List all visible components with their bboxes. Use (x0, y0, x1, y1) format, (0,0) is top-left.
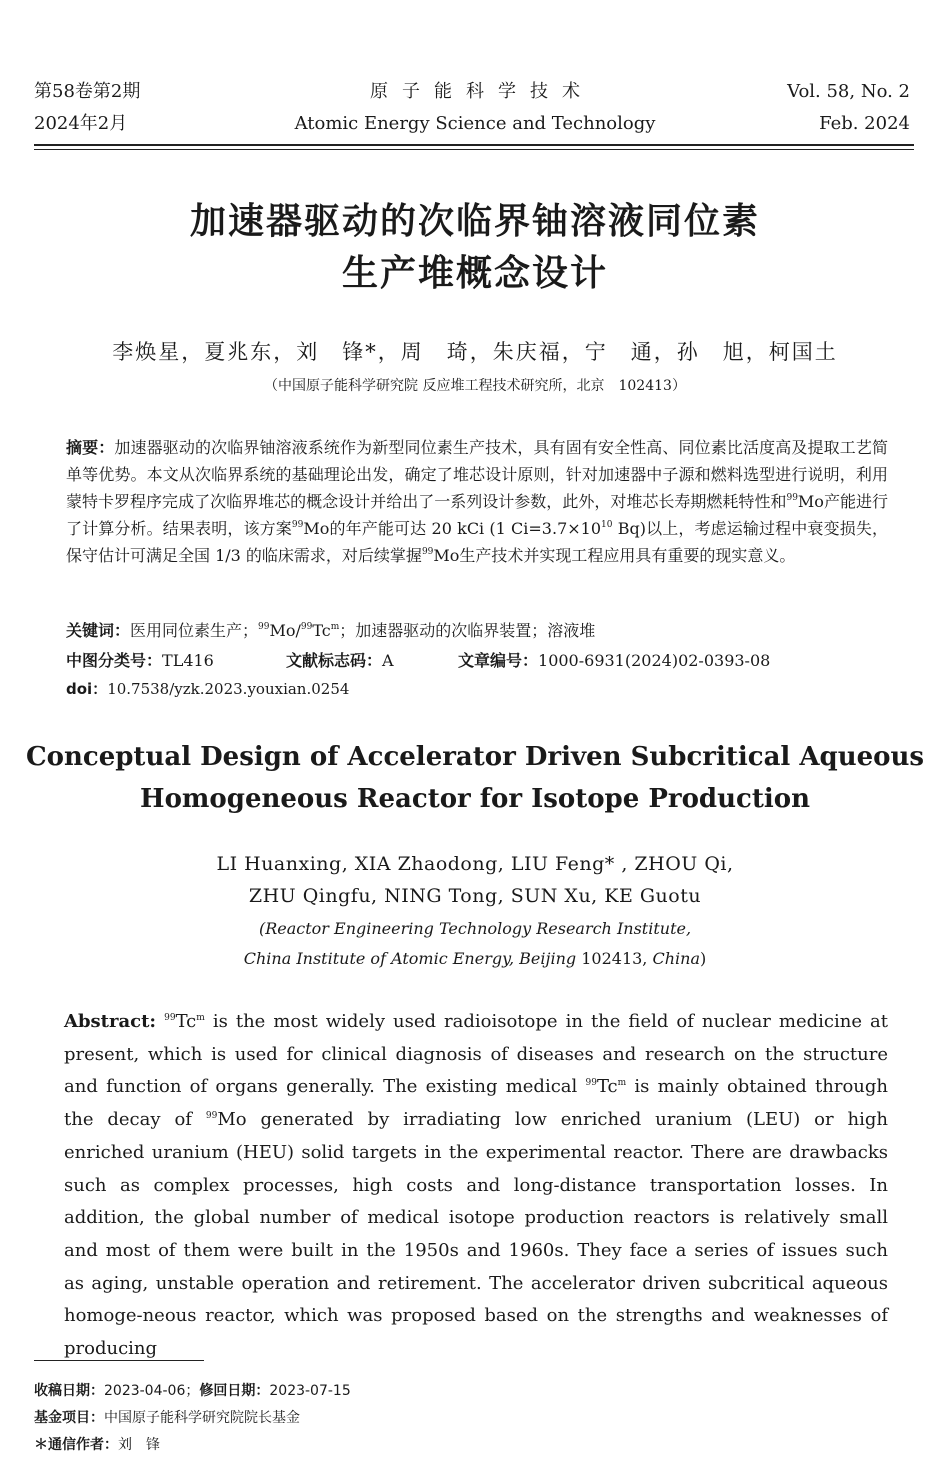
abstract-cn-text-3: Mo的年产能可达 20 kCi (1 Ci=3.7×10 (303, 519, 602, 538)
received-date: 2023-04-06； (104, 1383, 200, 1399)
paper-title-en (0, 736, 950, 820)
abstract-en-text-4: is mainly obtained through the decay of (64, 1076, 888, 1131)
abstract-en-text-2: is the most widely used radioisotope in the field of nuclear medicine at present, which is used for clinical diagnosis of diseases and research on the structure and function of organs generally. The existing medical (64, 1011, 888, 1098)
header-rule-thick (34, 144, 914, 146)
affiliation-en-postcode: 102413, (576, 949, 653, 968)
clc-value: TL416 (162, 651, 214, 670)
superscript: m (330, 622, 340, 632)
fund-value: 中国原子能科学研究院院长基金 (104, 1410, 300, 1426)
abstract-en (64, 1006, 888, 1366)
paper-title-cn-line2: 生产堆概念设计 (341, 253, 608, 294)
document-code-label: 文献标志码： (286, 651, 383, 670)
document-code-value: A (382, 651, 394, 670)
superscript: 10 (601, 520, 613, 530)
document-code (286, 647, 458, 674)
paper-title-cn-line1: 加速器驱动的次临界铀溶液同位素 (189, 201, 760, 242)
keywords-text-2: Mo/ (269, 621, 301, 640)
revised-date: 2023-07-15 (269, 1383, 351, 1399)
doi (66, 676, 888, 703)
footnote-corresponding-author (34, 1435, 914, 1455)
footnote-dates (34, 1381, 914, 1401)
clc-number (66, 647, 286, 674)
keywords-label: 关键词： (66, 621, 131, 640)
superscript: 99 (164, 1013, 176, 1023)
affiliation-en (0, 914, 950, 974)
classification-row (66, 647, 888, 674)
abstract-cn (66, 434, 888, 569)
footnote-fund (34, 1408, 914, 1428)
affiliation-en-close: ) (700, 949, 707, 968)
affiliation-en-institute: China Institute of Atomic Energy, Beijing (243, 949, 577, 968)
superscript: 99 (421, 547, 434, 557)
keywords-text-3: Tc (312, 621, 331, 640)
article-number (458, 647, 770, 674)
abstract-en-text-3: Tc (596, 1076, 618, 1098)
authors-cn: 李焕星，夏兆东，刘 锋*，周 琦，朱庆福，宁 通，孙 旭，柯国土 (112, 340, 838, 364)
affiliation-en-line1: (Reactor Engineering Technology Research Institute, (258, 919, 692, 938)
paper-title-cn (0, 196, 950, 300)
abstract-en-text-1: Tc (175, 1011, 197, 1032)
superscript: 99 (291, 520, 304, 530)
paper-title-en-line2: Homogeneous Reactor for Isotope Production (140, 784, 810, 814)
superscript: 99 (585, 1078, 597, 1089)
abstract-cn-text-2: Mo产能进行了计算分析。结果表明，该方案 (66, 492, 888, 538)
volume-issue-cn: 第58卷第2期 (34, 81, 141, 102)
abstract-cn-text-5: Mo生产技术并实现工程应用具有重要的现实意义。 (433, 546, 796, 565)
superscript: m (617, 1078, 627, 1089)
issue-info-en (787, 76, 910, 140)
abstract-cn-label: 摘要： (66, 438, 115, 457)
authors-en-line2: ZHU Qingfu, NING Tong, SUN Xu, KE Guotu (248, 885, 702, 907)
affiliation-en-line2 (0, 944, 950, 974)
received-label: 收稿日期： (34, 1383, 104, 1399)
affiliation-en-country: China (652, 949, 700, 968)
keywords-text-4: ；加速器驱动的次临界装置；溶液堆 (339, 621, 596, 640)
abstract-en-label: Abstract: (64, 1011, 157, 1032)
superscript: 99 (258, 622, 270, 632)
journal-name-cn: 原子能科学技术 (370, 81, 594, 102)
paper-title-en-line1: Conceptual Design of Accelerator Driven Subcritical Aqueous (25, 742, 925, 772)
authors-en-line1: LI Huanxing, XIA Zhaodong, LIU Feng* , ZHOU Qi, (216, 853, 734, 875)
affiliation-cn: （中国原子能科学研究院 反应堆工程技术研究所，北京 102413） (264, 378, 686, 394)
keywords-cn (66, 617, 888, 644)
keywords-text-1: 医用同位素生产； (130, 621, 259, 640)
corresponding-author-label: ＊通信作者： (34, 1437, 118, 1453)
article-number-label: 文章编号： (458, 651, 539, 670)
revised-label: 修回日期： (199, 1383, 270, 1399)
superscript: 99 (300, 622, 313, 632)
clc-label: 中图分类号： (66, 651, 163, 670)
journal-name-en: Atomic Energy Science and Technology (294, 113, 656, 134)
article-number-value: 1000-6931(2024)02-0393-08 (538, 651, 771, 670)
superscript: 99 (205, 1111, 218, 1122)
date-en: Feb. 2024 (819, 113, 910, 134)
superscript: 99 (786, 493, 798, 503)
abstract-cn-text-4: Bq)以上，考虑运输过程中衰变损失，保守估计可满足全国 1/3 的临床需求，对后续掌握 (66, 519, 888, 565)
corresponding-author-name: 刘 锋 (118, 1437, 160, 1453)
footnote-rule (34, 1360, 204, 1361)
abstract-en-text-5: Mo generated by irradiating low enriched uranium (LEU) or high enriched uranium (HEU) solid targets in the experimental reactor. There are drawbacks such as complex processes, high costs and long-distance transportation losses. In addition, the global number of medical isotope production reactors is relatively small and most of them were built in the 1950s and 1960s. They face a series of issues such as aging, unstable operation and retirement. The accelerator driven subcritical aqueous homoge-neous reactor, which was proposed based on the strengths and weaknesses of producing (64, 1109, 888, 1360)
fund-label: 基金项目： (34, 1410, 104, 1426)
doi-label: doi： (66, 680, 108, 698)
superscript: m (196, 1013, 205, 1023)
doi-value[interactable]: 10.7538/yzk.2023.youxian.0254 (107, 680, 350, 698)
authors-en (0, 848, 950, 912)
volume-issue-en: Vol. 58, No. 2 (787, 81, 910, 102)
date-cn: 2024年2月 (34, 113, 128, 134)
abstract-cn-text-1: 加速器驱动的次临界铀溶液系统作为新型同位素生产技术，具有固有安全性高、同位素比活度高及提取工艺简单等优势。本文从次临界系统的基础理论出发，确定了堆芯设计原则，针对加速器中子源和燃料选型进行说明，利用蒙特卡罗程序完成了次临界堆芯的概念设计并给出了一系列设计参数，此外，对堆芯长寿期燃耗特性和 (66, 438, 888, 511)
header-rule-thin (34, 149, 914, 150)
